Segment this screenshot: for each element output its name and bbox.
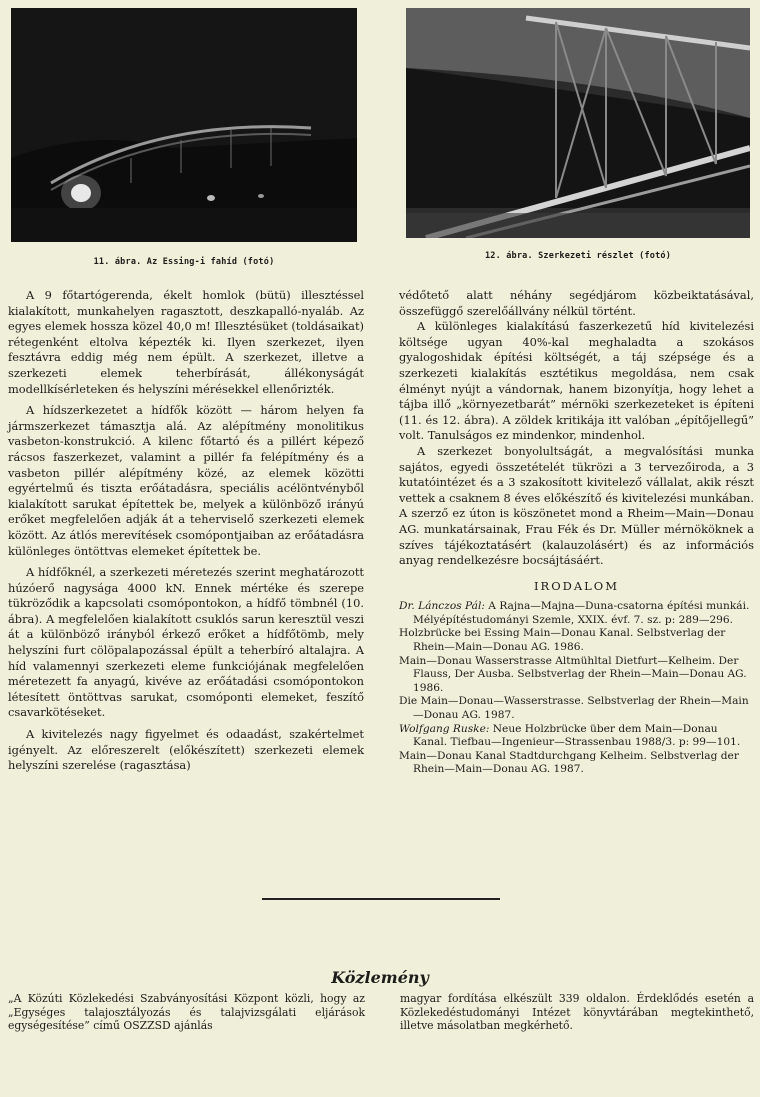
reference-item: Holzbrücke bei Essing Main—Donau Kanal. Selbstverlag der Rhein—Main—Donau AG. 1986. [399,627,726,654]
paragraph: A szerkezet bonyolultságát, a megvalósítási munka sajátos, egyedi összetételét tükrözi a 3 tervezőiroda, a 3 kutatóintézet és a 3 szakosított kivitelező vállalat, akik részt vettek a csaknem 8 éves előkészítő és kivitelezési munkában. A szerző ez úton is köszönetet mond a Rheim—Main—Donau AG. munkatársainak, Frau Fék és Dr. Müller mérnököknek a szíves tájékoztatásért (kalauzolásért) és az információs anyag rendelkezésre bocsájtásáért. [399,443,754,568]
reference-item: Dr. Lánczos Pál: A Rajna—Majna—Duna-csatorna építési munkái. Mélyépítéstudományi Szemle, XXIX. évf. 7. sz. p: 289—296. [399,600,750,626]
reference-item: Die Main—Donau—Wasserstrasse. Selbstverlag der Rhein—Main—Donau AG. 1987. [399,695,749,722]
notice-left-text: „A Közúti Közlekedési Szabványosítási Központ közli, hogy az „Egységes talajosztályozás és talajvizsgálati eljárások egységesítése” című OSZZSD ajánlás [8,992,365,1032]
reference-item: Main—Donau Kanal Stadtdurchgang Kelheim. Selbstverlag der Rhein—Main—Donau AG. 1987. [399,749,739,776]
figure-11-caption: 11. ábra. Az Essing-i fahíd (fotó) [93,257,275,267]
right-text-column [399,288,754,777]
paragraph: A hídszerkezetet a hídfők között — három helyen fa jármszerkezet támasztja alá. Az alépítmény monolitikus vasbeton-konstrukció. A kilenc főtartó és a pillért képező rácsos faszerkezet, valamint a pillér fa felépítmény és a vasbeton pillér alépítmény közé, az elemek közötti egyértelmű és tiszta erőátadásra, speciális acélöntvényből kialakított sarukat építettek be, melyek a különböző irányú erőket megfelelően adják át a teherviselő szerkezeti elemek között. Az átlós merevítések csomópontjaiban az erőátadásra különleges öntöttvas elemeket építettek be. [8,403,364,558]
references-heading: IRODALOM [534,578,619,593]
left-text-column [8,288,364,774]
figure-11-photo [11,8,357,242]
figure-12-photo [406,8,750,238]
paragraph: A kivitelezés nagy figyelmet és odaadást, szakértelmet igényelt. Az előreszerelt (előkészített) szerkezeti elemek helyszíni szerelése (ragasztása) [8,727,364,773]
paragraph: A különleges kialakítású faszerkezetű híd kivitelezési költsége ugyan 40%-kal meghaladta a szokásos gyalogoshidak építési költségét, a táj szépsége és a szerkezeti kialakítás esztétikus megoldása, nem csak élményt nyújt a vándornak, hanem bizonyítja, hogy lehet a tájba illő „környezetbarát” mérnöki szerkezeteket is építeni (11. és 12. ábra). A zöldek kritikája itt valóban „építőjellegű” volt. Tanulságos ez mindenkor, mindenhol. [399,319,754,443]
figure-12-caption: 12. ábra. Szerkezeti részlet (fotó) [484,251,672,261]
reference-item: Wolfgang Ruske: Neue Holzbrücke über dem Main—Donau Kanal. Tiefbau—Ingenieur—Strassenbau 1988/3. p: 99—101. [399,722,741,749]
paragraph: A hídfőknél, a szerkezeti méretezés szerint meghatározott húzóerő nagysága 4000 kN. Ennek mértéke és szerepe tükröződik a kapcsolati csomópontokon, a hídfő tömbnél (10. ábra). A megfelelően kialakított csuklós sarun keresztül veszi át a különböző irányból érkező erőket a hídfőtömb, mely helyszíni furt cölöpalapozással épült a teherbíró altalajra. A híd valamennyi szerkezeti eleme funkciójának megfelelően méretezett fa anyagú, kivéve az erőátadási csomópontokon létesített öntöttvas sarukat, csomóponti elemeket, feszítő csavarkötéseket. [8,565,364,720]
section-divider [262,898,500,900]
notice-title: Közlemény [331,968,429,987]
paragraph: védőtető alatt néhány segédjárom közbeiktatásával, összefüggő szerelőállvány nélkül történt. [399,288,754,318]
paragraph: A 9 főtartógerenda, ékelt homlok (bütü) illesztéssel kialakított, munkahelyen ragasztott, deszkapalló-nyaláb. Az egyes elemek hossza közel 40,0 m! Illesztésüket (toldásaikat) rétegenként eltolva képezték ki. Ilyen szerkezet, ilyen fesztávra eddig még nem épült. A szerkezet, illetve a szerkezeti elemek teherbírását, állékonyságát modellkísérleteken és helyszíni mérésekkel ellenőrizték. [8,288,364,396]
notice-right-text: magyar fordítása elkészült 339 oldalon. Érdeklődés esetén a Közlekedéstudományi Intézet könyvtárában megtekinthető, illetve másolatban megkérhető. [400,992,754,1032]
reference-item: Main—Donau Wasserstrasse Altmühltal Dietfurt—Kelheim. Der Flauss, Der Ausba. Selbstverlag der Rhein—Main—Donau AG. 1986. [399,654,747,694]
